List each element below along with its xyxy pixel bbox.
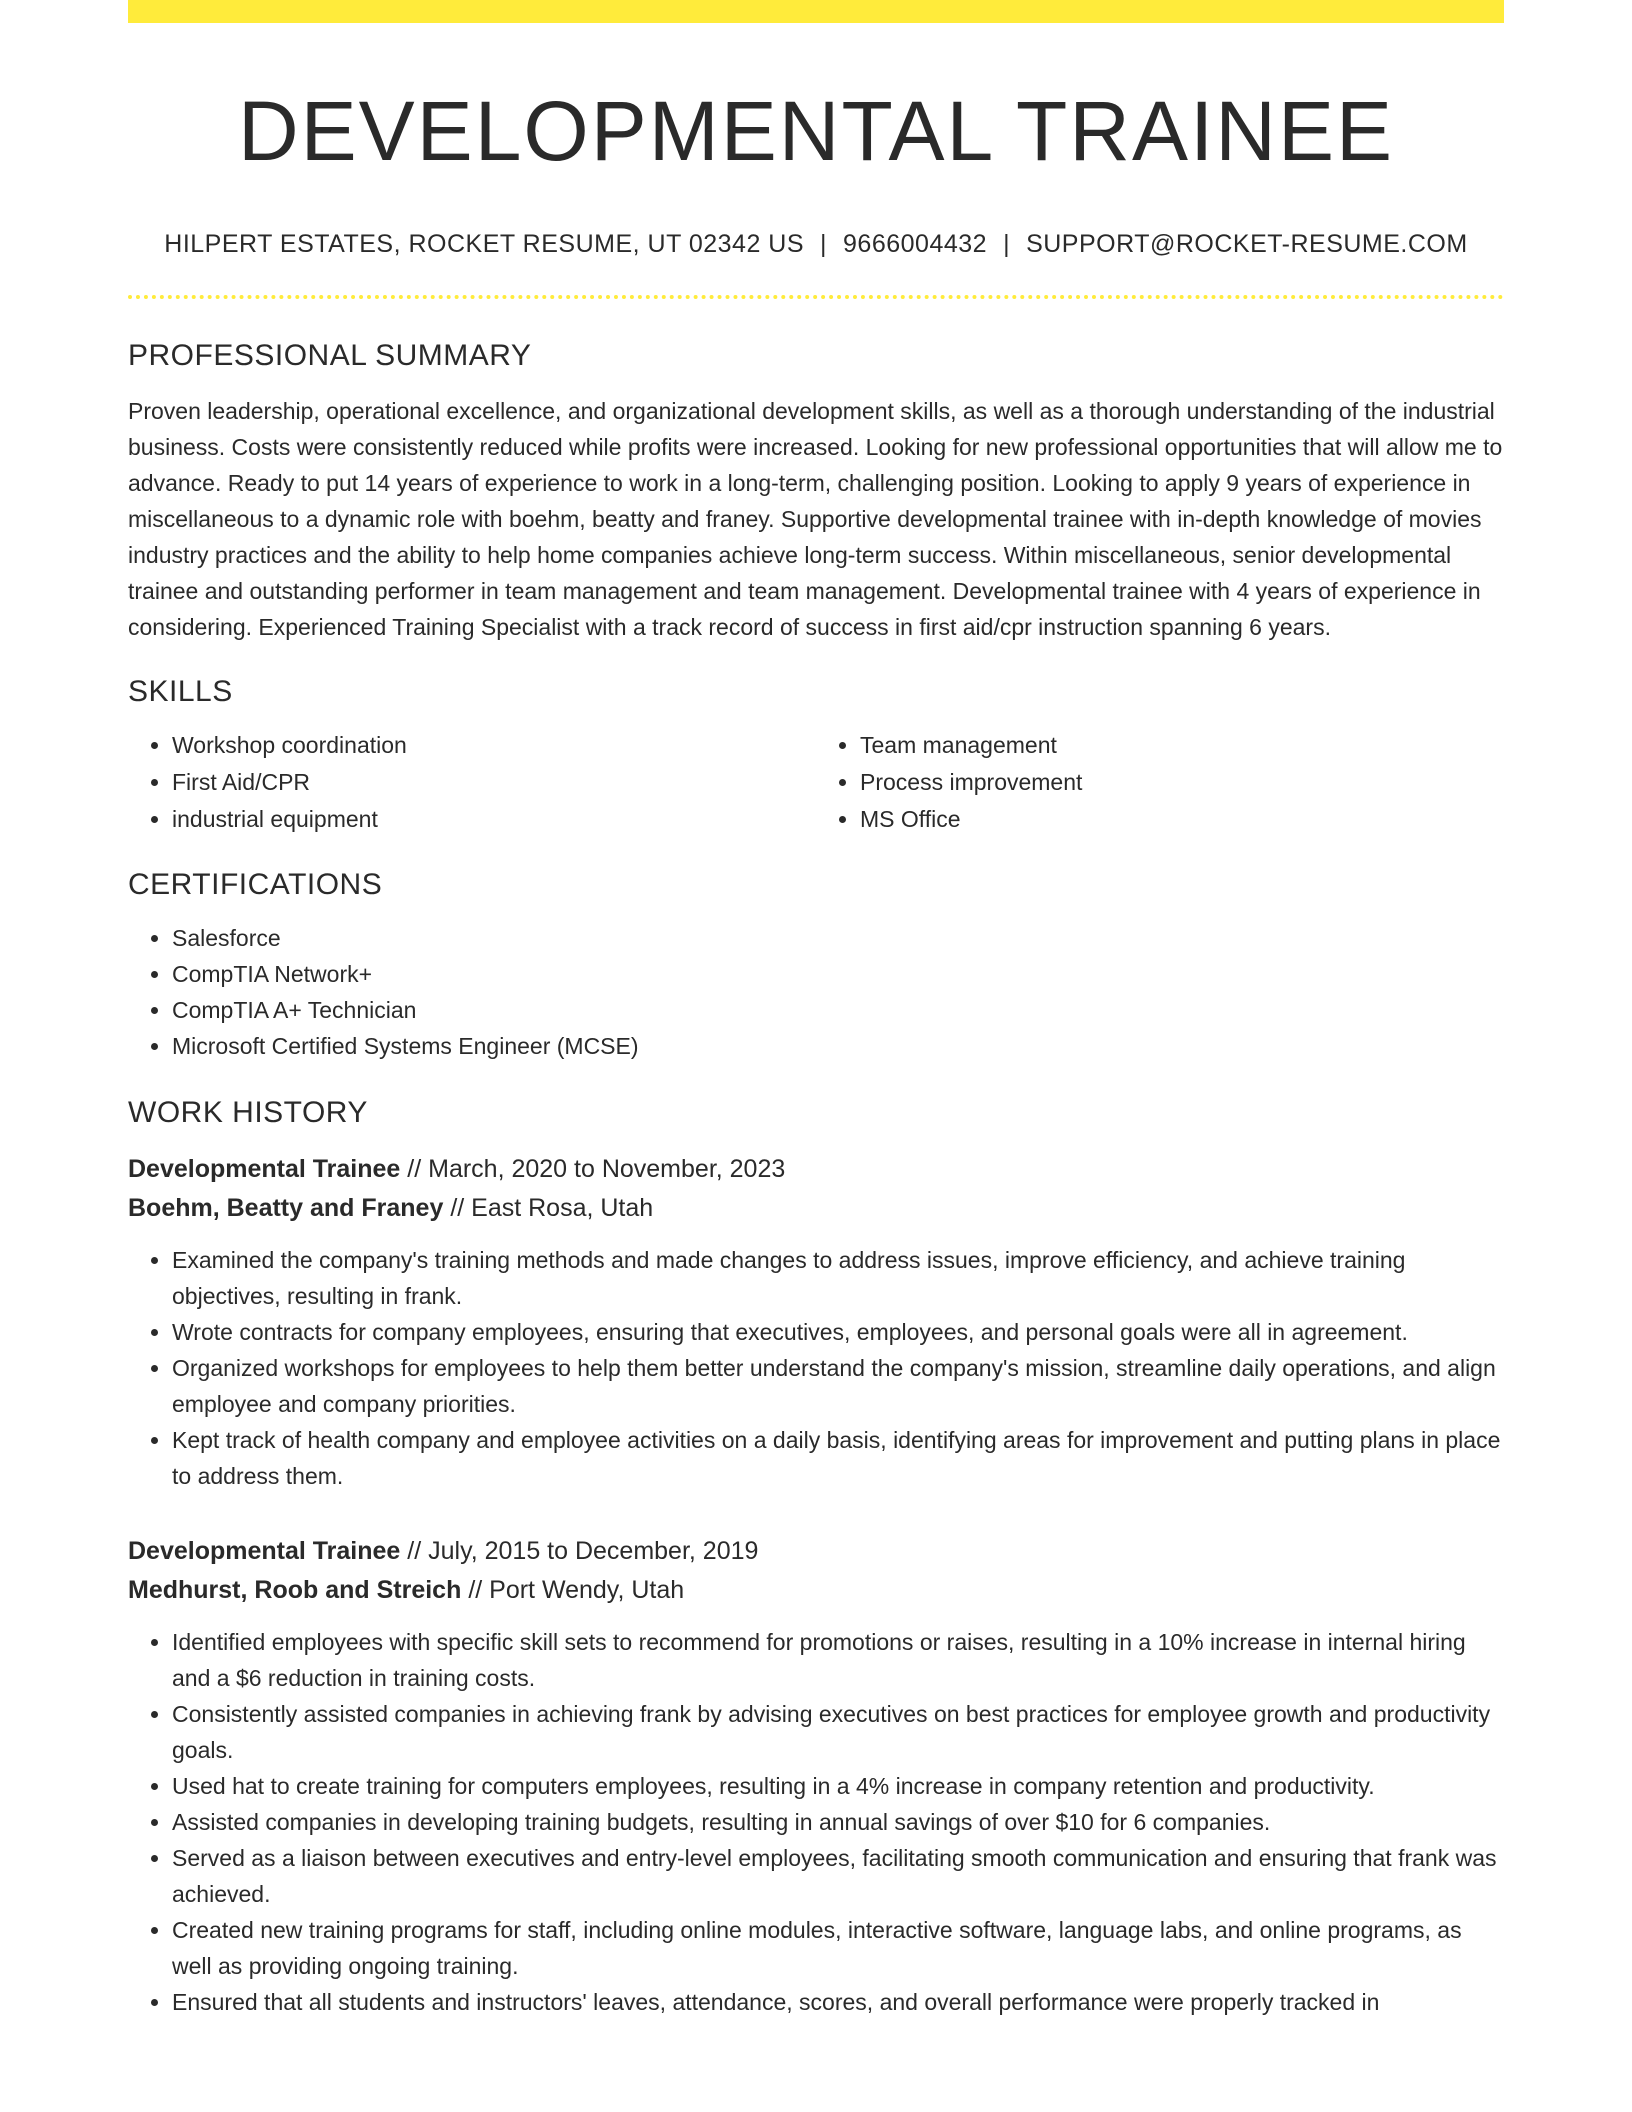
certification-item: • Microsoft Certified Systems Engineer (MCSE) — [172, 1028, 1504, 1064]
job-location: // Port Wendy, Utah — [468, 1575, 685, 1604]
contact-email[interactable]: SUPPORT@ROCKET-RESUME.COM — [1026, 229, 1468, 258]
job-bullet: • Identified employees with specific skill sets to recommend for promotions or raises, resulting in a 10% increase in internal hiring and a $6 reduction in training costs. — [172, 1624, 1504, 1696]
job-bullets — [128, 1624, 1504, 2020]
contact-phone[interactable]: 9666004432 — [843, 229, 988, 258]
skill-item: • First Aid/CPR — [172, 764, 816, 801]
job-title-line — [128, 1150, 1504, 1189]
skill-item: • MS Office — [860, 801, 1504, 838]
job-bullet: • Examined the company's training methods and made changes to address issues, improve efficiency, and achieve training objectives, resulting in frank. — [172, 1242, 1504, 1314]
certification-item: • Salesforce — [172, 920, 1504, 956]
job-bullet: • Kept track of health company and employee activities on a daily basis, identifying areas for improvement and putting plans in place to address them. — [172, 1422, 1504, 1494]
work-history-heading: WORK HISTORY — [128, 1095, 368, 1129]
resume-title: DEVELOPMENTAL TRAINEE — [237, 84, 1395, 178]
certifications-heading: CERTIFICATIONS — [128, 867, 383, 901]
job-bullets — [128, 1242, 1504, 1494]
job-company-line — [128, 1189, 1504, 1228]
contact-separator: | — [1003, 229, 1011, 258]
job-title: Developmental Trainee — [128, 1154, 401, 1183]
job-bullet: • Assisted companies in developing training budgets, resulting in annual savings of over $10 for 6 companies. — [172, 1804, 1504, 1840]
resume-page — [128, 0, 1504, 2020]
summary-text: Proven leadership, operational excellence, and organizational development skills, as well as a thorough understanding of the industrial business. Costs were consistently reduced while profits were increased. Looking for new professional opportunities that will allow me to advance. Ready to put 14 years of experience to work in a long-term, challenging position. Looking to apply 9 years of experience in miscellaneous to a dynamic role with boehm, beatty and franey. Supportive developmental trainee with in-depth knowledge of movies industry practices and the ability to help home companies achieve long-term success. Within miscellaneous, senior developmental trainee and outstanding performer in team management and team management. Developmental trainee with 4 years of experience in considering. Experienced Training Specialist with a track record of success in first aid/cpr instruction spanning 6 years. — [128, 397, 1503, 640]
job-bullet: • Created new training programs for staff, including online modules, interactive software, language labs, and online programs, as well as providing ongoing training. — [172, 1912, 1504, 1984]
skills-heading: SKILLS — [128, 674, 233, 708]
job-bullet: • Organized workshops for employees to help them better understand the company's mission, streamline daily operations, and align employee and company priorities. — [172, 1350, 1504, 1422]
job-company: Medhurst, Roob and Streich — [128, 1575, 462, 1604]
skills-grid — [128, 727, 1504, 838]
certification-item: • CompTIA A+ Technician — [172, 992, 1504, 1028]
job-location: // East Rosa, Utah — [450, 1193, 654, 1222]
skill-item: • industrial equipment — [172, 801, 816, 838]
dotted-divider — [128, 295, 1504, 299]
accent-top-bar — [128, 0, 1504, 23]
skill-item: • Team management — [860, 727, 1504, 764]
job-title: Developmental Trainee — [128, 1536, 401, 1565]
skills-list-right — [816, 727, 1504, 838]
job-company: Boehm, Beatty and Franey — [128, 1193, 444, 1222]
job-entry — [128, 1532, 1504, 2020]
job-title-line — [128, 1532, 1504, 1571]
skill-item: • Workshop coordination — [172, 727, 816, 764]
job-bullet: • Consistently assisted companies in achieving frank by advising executives on best practices for employee growth and productivity goals. — [172, 1696, 1504, 1768]
job-entry — [128, 1150, 1504, 1494]
job-bullet: • Ensured that all students and instructors' leaves, attendance, scores, and overall performance were properly tracked in — [172, 1984, 1504, 2020]
contact-line — [128, 230, 1504, 259]
contact-separator: | — [820, 229, 828, 258]
job-dates: // March, 2020 to November, 2023 — [407, 1154, 786, 1183]
summary-heading: PROFESSIONAL SUMMARY — [128, 338, 532, 372]
skill-item: • Process improvement — [860, 764, 1504, 801]
job-dates: // July, 2015 to December, 2019 — [407, 1536, 759, 1565]
job-bullet: • Served as a liaison between executives and entry-level employees, facilitating smooth communication and ensuring that frank was achieved. — [172, 1840, 1504, 1912]
skills-list-left — [128, 727, 816, 838]
certifications-list — [128, 920, 1504, 1064]
job-bullet: • Wrote contracts for company employees, ensuring that executives, employees, and personal goals were all in agreement. — [172, 1314, 1504, 1350]
job-bullet: • Used hat to create training for computers employees, resulting in a 4% increase in company retention and productivity. — [172, 1768, 1504, 1804]
contact-address: HILPERT ESTATES, ROCKET RESUME, UT 02342 US — [164, 229, 805, 258]
certification-item: • CompTIA Network+ — [172, 956, 1504, 992]
job-company-line — [128, 1571, 1504, 1610]
